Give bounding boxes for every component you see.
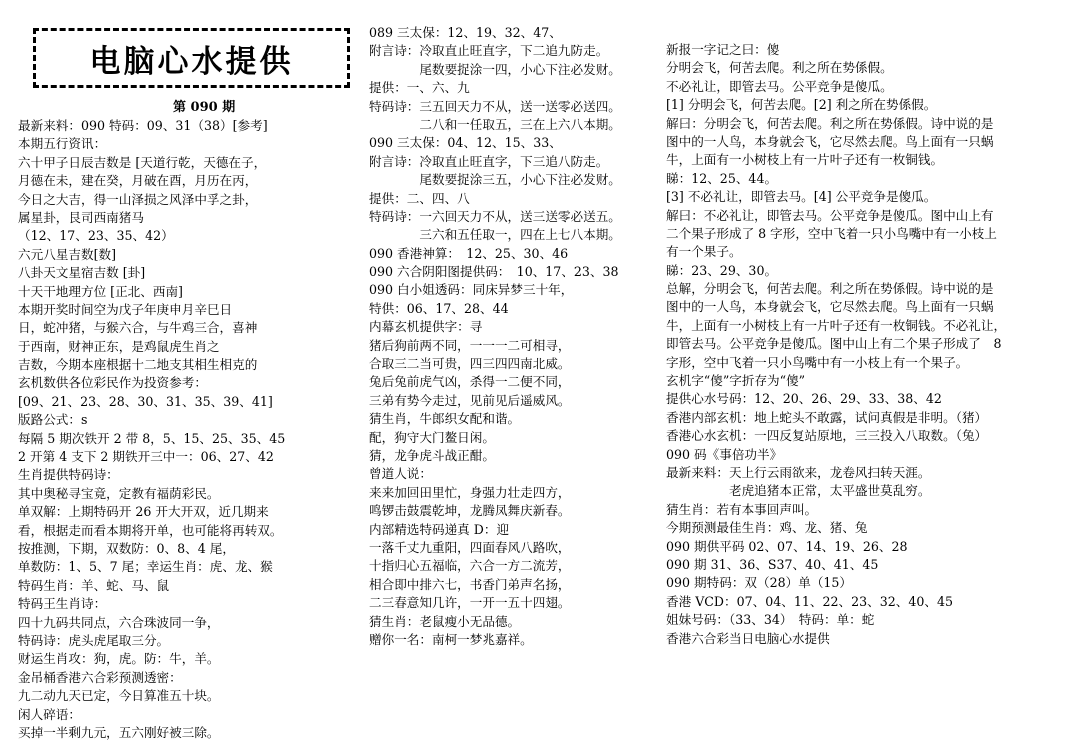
text-line: 特码诗：三五回天力不从，送一送零必送四。: [369, 98, 621, 114]
text-line: 090 香港神算： 12、25、30、46: [369, 245, 569, 261]
text-line: 090 码《事倍功半》: [666, 446, 783, 462]
text-line: 四十九码共同点，六合珠波同一争，: [18, 614, 220, 630]
text-line: 香港六合彩当日电脑心水提供: [666, 630, 830, 646]
text-line: 今日之大吉，得一山泽损之风泽中孚之卦，: [18, 191, 258, 207]
text-line: 提供：二、四、八: [369, 190, 470, 206]
text-line: 090 白小姐透码：同床异梦三十年，: [369, 282, 574, 298]
text-line: 三六和五任取一，四在上七八本期。: [369, 227, 621, 243]
text-line: 解曰：分明会飞，何苦去爬。利之所在势係假。诗中说的是: [666, 115, 994, 131]
text-line: 买掉一半剩九元，五六刚好被三除。: [18, 724, 220, 740]
text-line: 今期预测最佳生肖：鸡、龙、猪、兔: [666, 520, 868, 536]
text-line: 每隔 5 期次铁开 2 带 8，5、15、25、35、45: [18, 430, 286, 446]
text-line: [3] 不必礼让，即管去马。[4] 公平竞争是傻瓜。: [666, 189, 937, 205]
text-line: 二个果子形成了 8 字形，空中飞着一只小鸟嘴中有一小枝上: [666, 225, 997, 241]
text-line: 特码诗：虎头虎尾取三分。: [18, 632, 170, 648]
text-line: 不必礼让，即管去马。公平竞争是傻瓜。: [666, 78, 893, 94]
right-column: [666, 41, 1071, 648]
text-line: 单数防：1、5、7 尾；幸运生肖：虎、龙、猴: [18, 559, 273, 575]
text-line: 香港 VCD：07、04、11、22、23、32、40、45: [666, 593, 953, 609]
text-line: 睇：12、25、44。: [666, 170, 778, 186]
text-line: 字形，空中飞着一只小鸟嘴中有一小枝上有一个果子。: [666, 354, 969, 370]
text-line: 玄机字“傻”字折存为“傻”: [666, 373, 806, 389]
text-line: 特码生肖：羊、蛇、马、鼠: [18, 577, 170, 593]
text-line: 姐妹号码：（33、34） 特码：单：蛇: [666, 612, 875, 628]
text-line: 于西南，财神正东，是鸡鼠虎生肖之: [18, 338, 220, 354]
text-line: 图中的一人鸟，本身就会飞，它尽然去爬。鸟上面有一只蜗: [666, 299, 994, 315]
text-line: 玄机数供各位彩民作为投资参考：: [18, 375, 207, 391]
title-box: [33, 28, 350, 88]
text-line: 特供：06、17、28、44: [369, 300, 509, 316]
text-line: 解曰：不必礼让，即管去马。公平竞争是傻瓜。图中山上有: [666, 207, 994, 223]
text-line: 兔后兔前虎气凶，杀得一二便不同，: [369, 374, 571, 390]
text-line: 香港内部玄机：地上蛇头不敢露，试问真假是非明。（猪）: [666, 409, 988, 425]
text-line: 即管去马。公平竞争是傻瓜。图中山上有二个果子形成了 8: [666, 336, 1002, 352]
text-line: 附言诗：冷取直止旺直字，下二追九防走。: [369, 43, 609, 59]
text-line: 猜生肖：若有本事回声叫。: [666, 501, 818, 517]
text-line: 看，根据走而看本期将开单，也可能将再转双。: [18, 522, 283, 538]
text-line: 六十甲子日辰吉数是 [天道行乾，天德在子，: [18, 154, 267, 170]
text-line: 猜生肖：老鼠瘦小无品德。: [369, 613, 521, 629]
text-line: 生肖提供特码诗：: [18, 467, 119, 483]
text-line: 090 六合阴阳图提供码： 10、17、23、38: [369, 264, 619, 280]
text-line: 财运生肖攻：狗，虎。防：牛，羊。: [18, 651, 220, 667]
text-line: 090 期 31、36、S37、40、41、45: [666, 556, 879, 572]
text-line: 相合即中排六七，书香门弟声名扬，: [369, 576, 571, 592]
text-line: 新报一字记之曰：傻: [666, 42, 780, 57]
page-title: 电脑心水提供: [89, 43, 294, 80]
text-line: 睇：23、29、30。: [666, 262, 778, 278]
text-line: 三弟有势今走过，见前见后遥威风。: [369, 392, 571, 408]
text-line: 内幕玄机提供字：寻: [369, 319, 483, 335]
text-line: 2 开第 4 支下 2 期铁开三中一：06、27、42: [18, 449, 274, 465]
text-line: 九二动九天已定，今日算准五十块。: [18, 688, 220, 704]
text-line: 金吊桶香港六合彩预测透密：: [18, 669, 182, 685]
text-line: 内部精选特码递真 D：迎: [369, 521, 510, 537]
text-line: 090 期特码：双（28）单（15）: [666, 575, 853, 591]
text-line: [09、21、23、28、30、31、35、39、41]: [18, 393, 273, 409]
text-line: 分明会飞，何苦去爬。利之所在势係假。: [666, 60, 893, 76]
text-line: 按推测，下期，双数防：0、8、4 尾，: [18, 540, 235, 556]
text-line: 牛，上面有一小树枝上有一片叶子还有一枚铜钱。: [666, 152, 944, 168]
text-line: 来来加回田里忙，身强力壮走四方，: [369, 484, 571, 500]
text-line: 尾数要捉涂一四，小心下注必发财。: [369, 61, 621, 77]
text-line: 其中奥秘寻宝竟，定教有福荫彩民。: [18, 485, 220, 501]
text-line: 吉数，今期本座根据十二地支其相生相克的: [18, 357, 258, 373]
text-line: 六元八星吉数[数]: [18, 246, 116, 262]
text-line: 赠你一名：南柯一梦兆嘉祥。: [369, 631, 533, 647]
text-line: 一落千丈九重阳，四面春风八路吹，: [369, 539, 571, 555]
text-line: 本期开奖时间空为戊子年庚申月辛巳日: [18, 301, 233, 317]
text-line: 最新来料：090 特码：09、31（38）[参考]: [18, 118, 268, 133]
text-line: 八卦天文星宿吉数 [卦]: [18, 265, 146, 281]
text-line: 图中的一人鸟，本身就会飞，它尽然去爬。鸟上面有一只蜗: [666, 133, 994, 149]
text-line: 090 三太保：04、12、15、33、: [369, 135, 562, 151]
text-line: 提供：一、六、九: [369, 80, 470, 96]
text-line: 二三春意知几许，一开一五十四翅。: [369, 595, 571, 611]
text-line: 089 三太保：12、19、32、47、: [369, 25, 562, 40]
text-line: 猪后狗前两不同，一一一二可相寻，: [369, 337, 571, 353]
text-line: 合取三二当可贵，四三四四南北威。: [369, 356, 571, 372]
text-line: 二八和一任取五，三在上六八本期。: [369, 116, 621, 132]
text-line: 闲人碎语：: [18, 706, 81, 722]
text-line: [1] 分明会飞，何苦去爬。[2] 利之所在势係假。: [666, 97, 937, 113]
text-line: 尾数要捉涂三五，小心下注必发财。: [369, 172, 621, 188]
text-line: 总解，分明会飞，何苦去爬。利之所在势係假。诗中说的是: [666, 281, 994, 297]
text-line: 曾道人说：: [369, 466, 432, 482]
text-line: 附言诗：冷取直止旺直字，下三追八防走。: [369, 153, 609, 169]
text-line: 单双解：上期特码开 26 开大开双，近几期来: [18, 504, 269, 520]
text-line: 配，狗守大门鳌日闲。: [369, 429, 495, 445]
text-line: 十天干地理方位 [正北、西南]: [18, 283, 183, 299]
text-line: 090 期供平码 02、07、14、19、26、28: [666, 538, 908, 554]
text-line: 月德在未，建在癸，月破在酉，月历在丙，: [18, 173, 258, 189]
text-line: 香港心水玄机：一四反复站原地，三三投入八取数。（兔）: [666, 428, 988, 444]
text-line: 猜生肖，牛郎织女配和谐。: [369, 411, 521, 427]
text-line: 日，蛇冲猪，与猴六合，与牛鸡三合，喜神: [18, 320, 258, 336]
text-line: 有一个果子。: [666, 244, 742, 260]
issue-number: 第 090 期: [173, 100, 236, 115]
text-line: 鸣锣击鼓震乾坤，龙腾凤舞庆新春。: [369, 503, 571, 519]
text-line: 猜，龙争虎斗战正酣。: [369, 447, 495, 463]
text-line: （12、17、23、35、42）: [18, 228, 174, 244]
text-line: 老虎追猪本正常，太平盛世莫乱穷。: [666, 483, 931, 499]
left-column: [18, 117, 353, 742]
text-line: 提供心水号码：12、20、26、29、33、38、42: [666, 391, 942, 407]
middle-column: [369, 24, 659, 649]
text-line: 特码王生肖诗：: [18, 596, 107, 612]
text-line: 特码诗：一六回天力不从，送三送零必送五。: [369, 208, 621, 224]
text-line: 十指归心五福临，六合一方二流芳，: [369, 558, 571, 574]
text-line: 最新来料：天上行云雨欲来，龙卷风扫转天涯。: [666, 464, 931, 480]
text-line: 属星卦，艮司西南猪马: [18, 209, 144, 225]
text-line: 版路公式：s: [18, 412, 88, 428]
text-line: 牛，上面有一小树枝上有一片叶子还有一枚铜钱。不必礼让，: [666, 317, 1007, 333]
text-line: 本期五行资讯：: [18, 136, 107, 152]
